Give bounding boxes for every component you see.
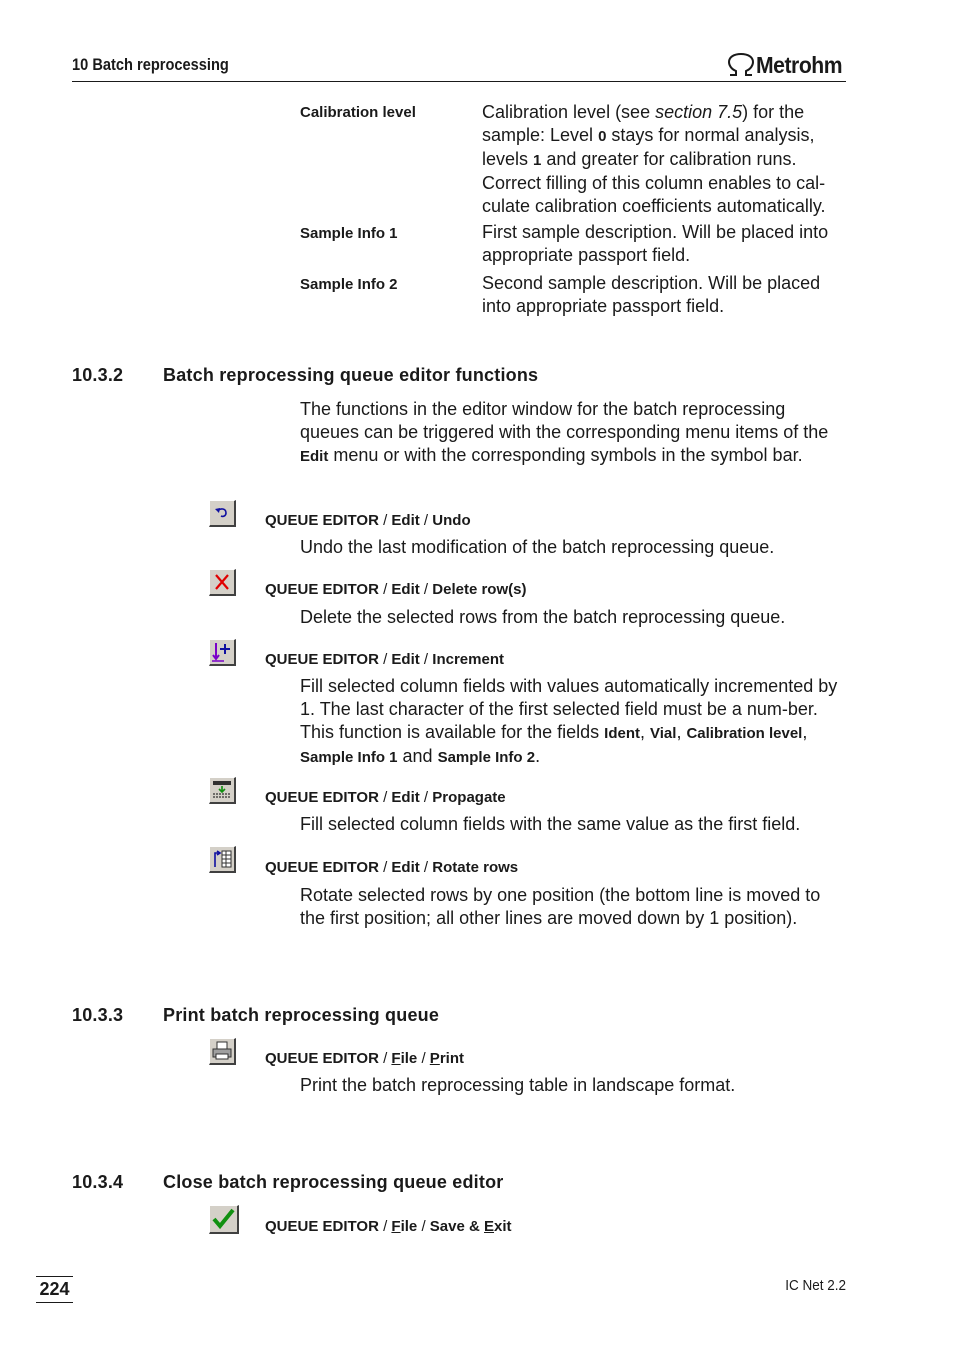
product-version: IC Net 2.2 [785, 1277, 846, 1294]
page-number: 224 [39, 1279, 70, 1299]
header-rule [72, 81, 846, 82]
check-icon[interactable] [209, 1205, 239, 1234]
footer-rule-bottom [36, 1302, 73, 1303]
desc-increment: Fill selected column fields with values automatically incremented by 1. The last character of the first selected field must be a num-ber. This function is available for the fields Ident, Vial, Calibration level, Sample Info 1 and Sample Info 2. [300, 676, 838, 766]
cmd-propagate: QUEUE EDITOR / Edit / Propagate [265, 789, 506, 806]
desc-sample-info-2: Second sample description. Will be placed into appropriate passport field. [482, 273, 821, 316]
cmd-save-exit: QUEUE EDITOR / File / Save & Exit [265, 1218, 512, 1235]
desc-calibration-level: Calibration level (see section 7.5) for the sample: Level 0 stays for normal analysis, levels 1 and greater for calibration runs. Correct filling of this column enables to cal-culate calibration coefficients automatically. [482, 102, 826, 216]
increment-icon[interactable] [209, 639, 236, 666]
desc-print: Print the batch reprocessing table in landscape format. [300, 1075, 736, 1095]
cmd-print: QUEUE EDITOR / File / Print [265, 1050, 464, 1067]
desc-propagate: Fill selected column fields with the same value as the first field. [300, 814, 801, 834]
logo-text: Metrohm [756, 51, 843, 78]
term-sample-info-1: Sample Info 1 [300, 225, 398, 242]
omega-logo-icon [726, 52, 756, 78]
term-sample-info-2: Sample Info 2 [300, 276, 398, 293]
footer-rule-top [36, 1276, 73, 1277]
cmd-increment: QUEUE EDITOR / Edit / Increment [265, 651, 504, 668]
desc-undo: Undo the last modification of the batch reprocessing queue. [300, 537, 775, 557]
section-heading-10-3-2: 10.3.2 Batch reprocessing queue editor functions [72, 365, 539, 385]
section-heading-10-3-3: 10.3.3 Print batch reprocessing queue [72, 1005, 440, 1025]
cmd-undo: QUEUE EDITOR / Edit / Undo [265, 512, 471, 529]
undo-icon[interactable] [209, 500, 236, 527]
rotate-rows-icon[interactable] [209, 846, 236, 873]
cmd-rotate-rows: QUEUE EDITOR / Edit / Rotate rows [265, 859, 519, 876]
print-icon[interactable] [209, 1038, 236, 1065]
desc-delete-rows: Delete the selected rows from the batch reprocessing queue. [300, 607, 786, 627]
desc-sample-info-1: First sample description. Will be placed into appropriate passport field. [482, 222, 829, 265]
section-intro: The functions in the editor window for the batch reprocessing queues can be triggered with the corresponding menu items of the Edit menu or with the corresponding symbols in the symbol bar. [300, 399, 829, 465]
desc-rotate-rows: Rotate selected rows by one position (the bottom line is moved to the first position; all other lines are moved down by 1 position). [300, 885, 821, 928]
section-heading-10-3-4: 10.3.4 Close batch reprocessing queue editor [72, 1172, 504, 1192]
chapter-title: 10 Batch reprocessing [72, 55, 229, 74]
propagate-icon[interactable] [209, 777, 236, 804]
cmd-delete-rows: QUEUE EDITOR / Edit / Delete row(s) [265, 581, 527, 598]
delete-icon[interactable] [209, 569, 236, 596]
metrohm-logo [726, 50, 850, 80]
term-calibration-level: Calibration level [300, 104, 416, 121]
